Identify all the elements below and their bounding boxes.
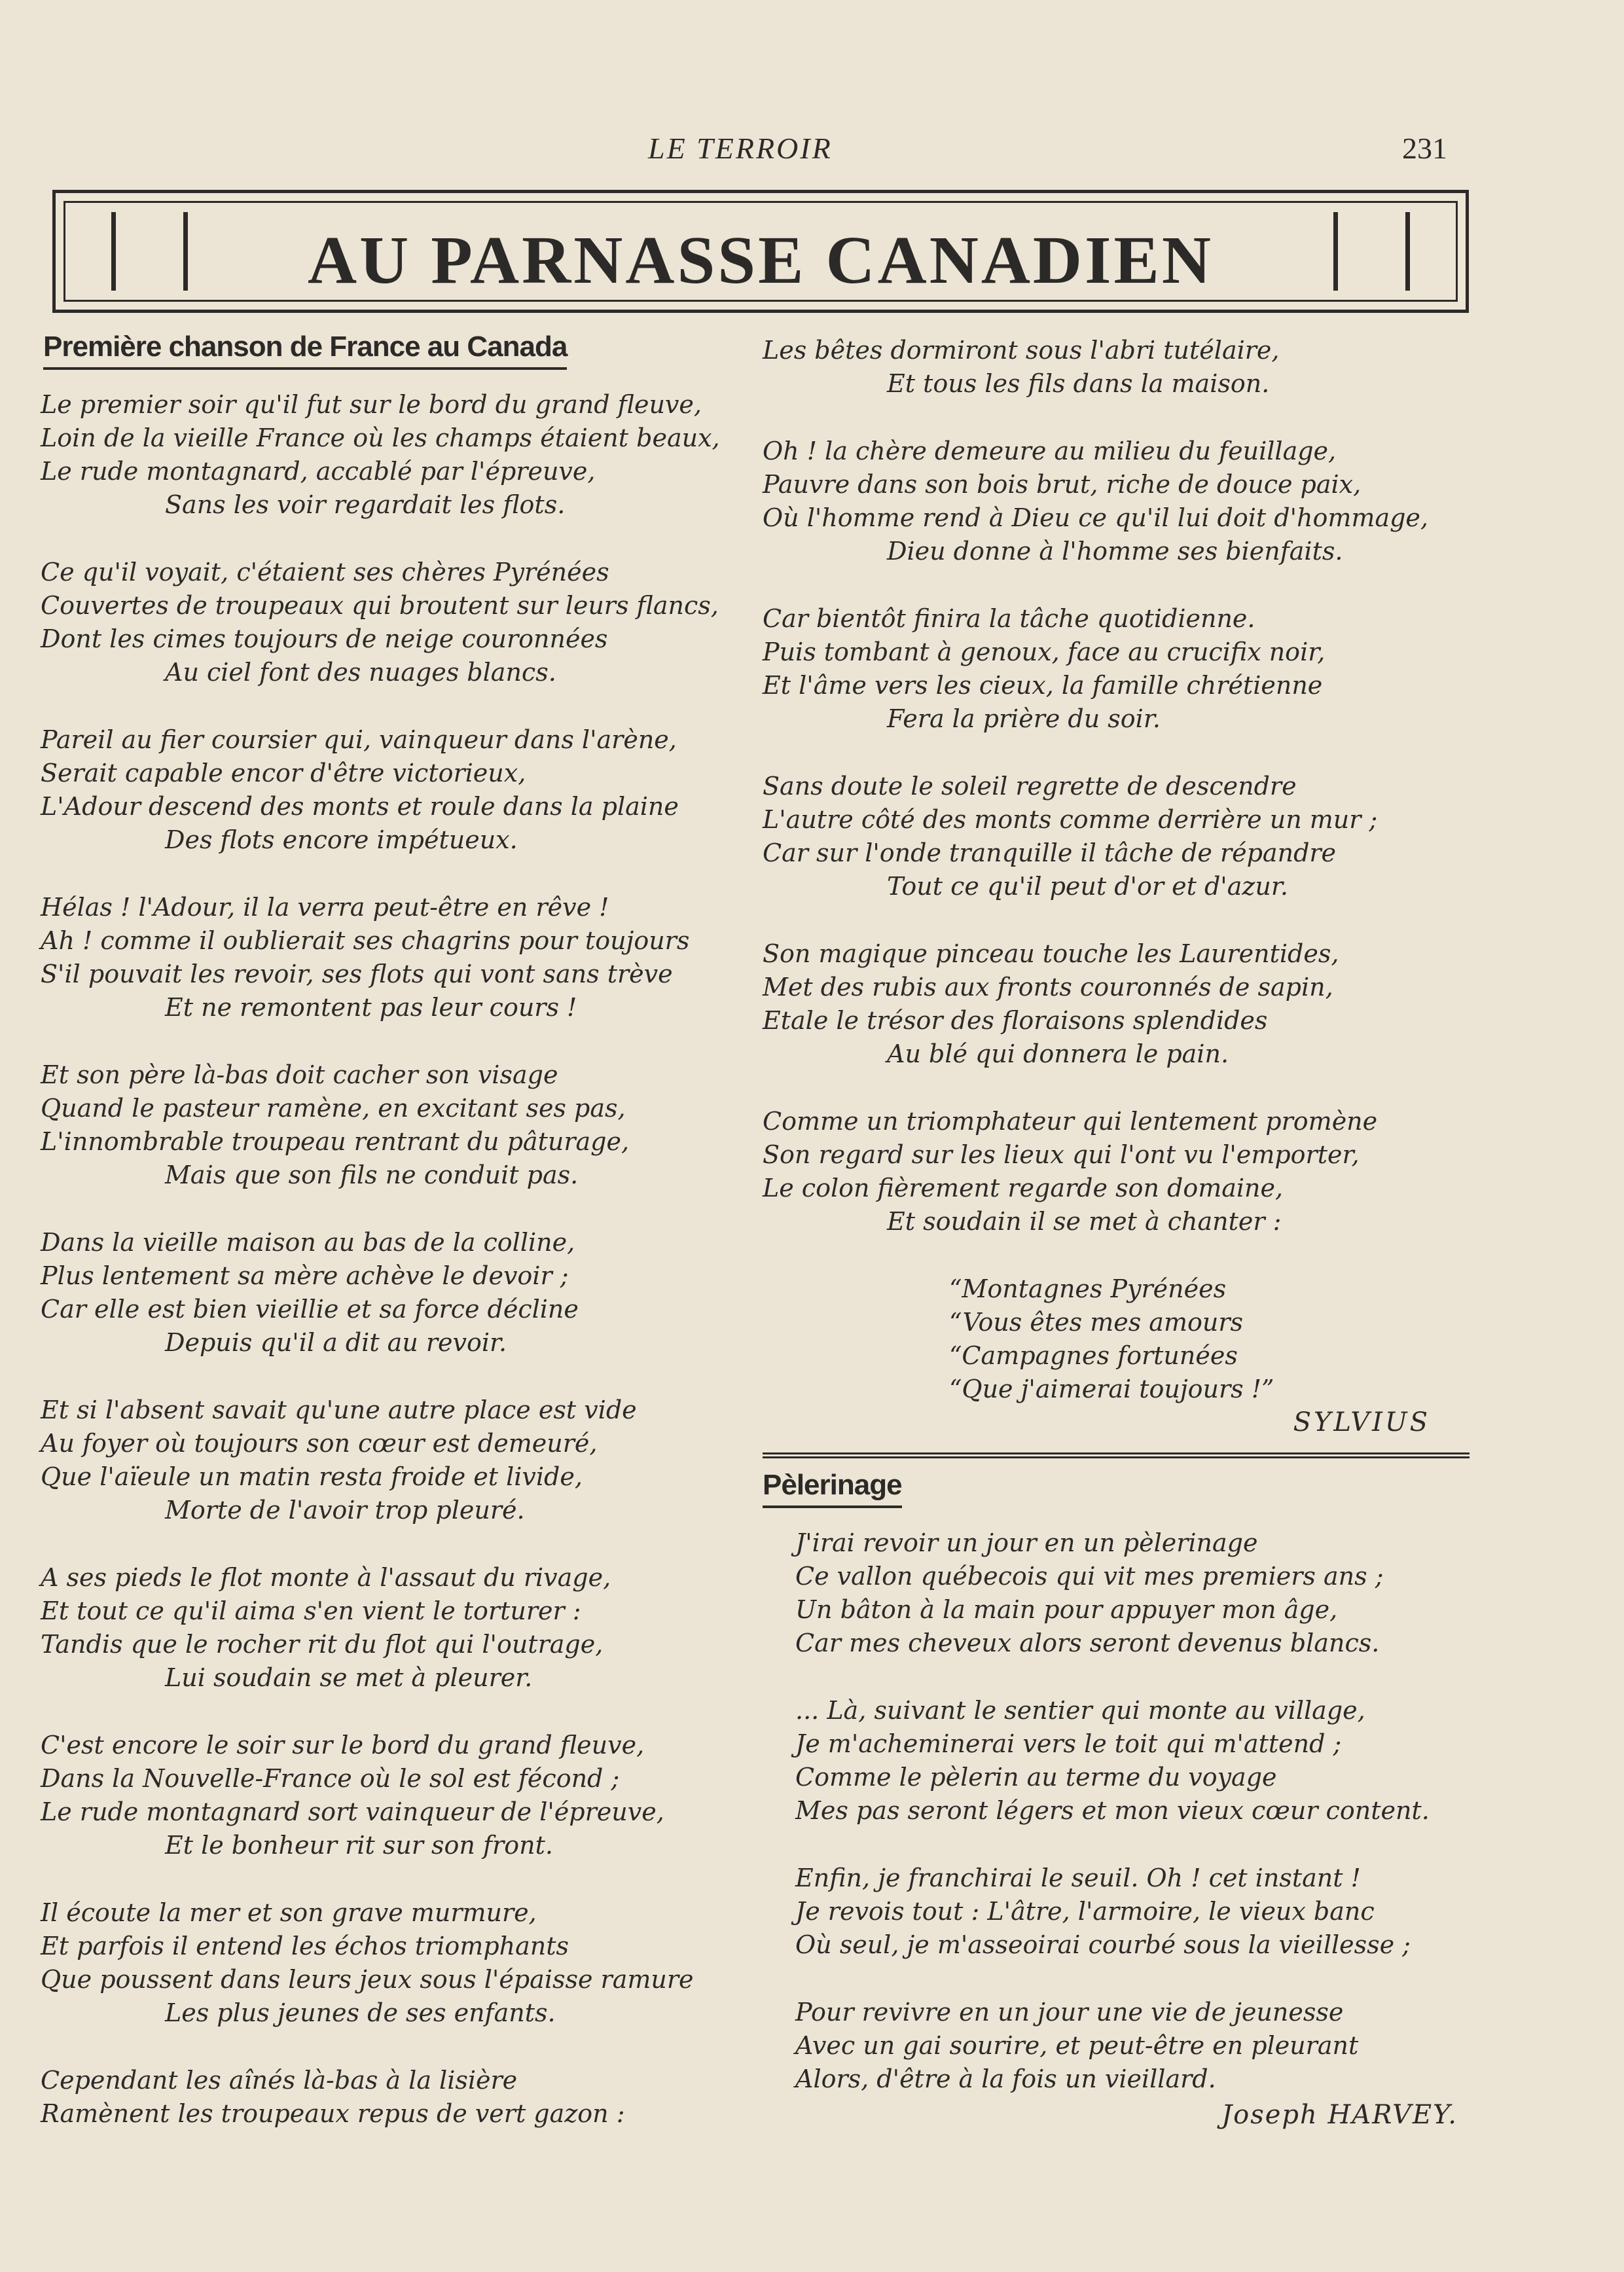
verse-line: L'Adour descend des monts et roule dans la plaine	[41, 792, 679, 821]
verse-line: Car elle est bien vieillie et sa force décline	[41, 1295, 579, 1324]
verse-line: Loin de la vieille France où les champs étaient beaux,	[41, 424, 720, 452]
verse-line: Sans doute le soleil regrette de descendre	[763, 772, 1297, 801]
stanza	[41, 1729, 748, 1862]
song-line: “Vous êtes mes amours	[949, 1308, 1244, 1337]
poem1-title: Première chanson de France au Canada	[43, 331, 567, 370]
verse-line: Puis tombant à genoux, face au crucifix noir,	[763, 638, 1326, 666]
verse-line: Depuis qu'il a dit au revoir.	[165, 1328, 507, 1357]
verse-line: Ce qu'il voyait, c'étaient ses chères Pyrénées	[41, 558, 609, 586]
poem2-title: Pèlerinage	[763, 1469, 902, 1508]
stanza	[41, 556, 748, 689]
poem1-right-stanzas	[763, 334, 1470, 1238]
verse-line: Avec un gai sourire, et peut-être en pleurant	[795, 2031, 1359, 2060]
verse-line: Dans la Nouvelle-France où le sol est fécond ;	[41, 1764, 620, 1793]
verse-line: Pour revivre en un jour une vie de jeunesse	[795, 1998, 1344, 2027]
stanza	[41, 1394, 748, 1527]
verse-line: Etale le trésor des floraisons splendides	[763, 1006, 1268, 1035]
verse-line: Alors, d'être à la fois un vieillard.	[795, 2065, 1216, 2093]
verse-line: Son magique pinceau touche les Laurentides,	[763, 939, 1339, 968]
verse-line: Que l'aïeule un matin resta froide et livide,	[41, 1462, 583, 1491]
left-column	[41, 331, 748, 2165]
stanza	[41, 1561, 748, 1695]
verse-line: Ramènent les troupeaux repus de vert gazon :	[41, 2099, 625, 2128]
verse-line: Oh ! la chère demeure au milieu du feuillage,	[763, 437, 1337, 465]
verse-line: Car sur l'onde tranquille il tâche de répandre	[763, 838, 1337, 867]
verse-line: Et soudain il se met à chanter :	[887, 1207, 1282, 1236]
verse-line: Ce vallon québecois qui vit mes premiers ans ;	[795, 1562, 1384, 1591]
verse-line: Serait capable encor d'être victorieux,	[41, 759, 526, 787]
verse-line: Et tous les fils dans la maison.	[887, 369, 1270, 398]
verse-line: Morte de l'avoir trop pleuré.	[165, 1496, 525, 1524]
stanza	[763, 1105, 1470, 1238]
verse-line: Car bientôt finira la tâche quotidienne.	[763, 604, 1255, 633]
verse-line: Pareil au fier coursier qui, vainqueur dans l'arène,	[41, 725, 677, 754]
title-banner	[52, 190, 1469, 313]
banner-inner-frame	[63, 201, 1458, 302]
verse-line: Met des rubis aux fronts couronnés de sapin,	[763, 973, 1333, 1001]
verse-line: Je revois tout : L'âtre, l'armoire, le vieux banc	[795, 1897, 1375, 1926]
poem1-left-stanzas	[41, 388, 748, 2131]
stanza	[41, 2064, 748, 2131]
section-divider	[763, 1452, 1470, 1458]
verse-line: A ses pieds le flot monte à l'assaut du rivage,	[41, 1563, 611, 1592]
verse-line: Mais que son fils ne conduit pas.	[165, 1161, 579, 1189]
song-line: “Montagnes Pyrénées	[949, 1274, 1227, 1303]
verse-line: Comme le pèlerin au terme du voyage	[795, 1763, 1277, 1792]
stanza	[763, 1694, 1470, 1828]
verse-line: Les bêtes dormiront sous l'abri tutélaire,	[763, 336, 1280, 365]
verse-line: Comme un triomphateur qui lentement promène	[763, 1107, 1378, 1136]
verse-line: Et tout ce qu'il aima s'en vient le torturer :	[41, 1596, 581, 1625]
verse-line: Enfin, je franchirai le seuil. Oh ! cet instant !	[795, 1864, 1361, 1892]
stanza	[41, 891, 748, 1024]
stanza	[41, 723, 748, 857]
verse-line: Mes pas seront légers et mon vieux cœur content.	[795, 1796, 1430, 1825]
poem2-stanzas	[763, 1526, 1470, 2096]
stanza	[763, 602, 1470, 736]
stanza	[763, 1862, 1470, 1962]
verse-line: Ah ! comme il oublierait ses chagrins pour toujours	[41, 926, 690, 955]
song-line: “Que j'aimerai toujours !”	[949, 1375, 1274, 1403]
stanza	[763, 1996, 1470, 2096]
verse-line: ... Là, suivant le sentier qui monte au village,	[795, 1696, 1365, 1725]
verse-line: S'il pouvait les revoir, ses flots qui vont sans trève	[41, 960, 673, 988]
verse-line: Où l'homme rend à Dieu ce qu'il lui doit d'hommage,	[763, 503, 1429, 532]
verse-line: Hélas ! l'Adour, il la verra peut-être en rêve !	[41, 893, 609, 922]
verse-line: Au ciel font des nuages blancs.	[165, 658, 556, 687]
verse-line: Plus lentement sa mère achève le devoir ;	[41, 1261, 569, 1290]
stanza	[763, 435, 1470, 568]
stanza	[763, 937, 1470, 1071]
verse-line: J'irai revoir un jour en un pèlerinage	[795, 1528, 1258, 1557]
verse-line: Je m'acheminerai vers le toit qui m'attend ;	[795, 1729, 1342, 1758]
verse-line: Dont les cimes toujours de neige couronnées	[41, 624, 608, 653]
verse-line: Un bâton à la main pour appuyer mon âge,	[795, 1595, 1338, 1624]
poem1-song	[763, 1272, 1470, 1406]
verse-line: Des flots encore impétueux.	[165, 825, 518, 854]
verse-line: Le rude montagnard, accablé par l'épreuve,	[41, 457, 596, 486]
verse-line: Et si l'absent savait qu'une autre place est vide	[41, 1396, 637, 1424]
verse-line: Il écoute la mer et son grave murmure,	[41, 1898, 537, 1927]
verse-line: Car mes cheveux alors seront devenus blancs.	[795, 1629, 1380, 1657]
verse-line: Couvertes de troupeaux qui broutent sur leurs flancs,	[41, 591, 719, 620]
right-column	[763, 334, 1470, 2132]
poem2-author: Joseph HARVEY.	[1221, 2100, 1458, 2130]
banner-title: AU PARNASSE CANADIEN	[308, 223, 1214, 298]
verse-line: Tandis que le rocher rit du flot qui l'outrage,	[41, 1630, 604, 1659]
stanza	[763, 1526, 1470, 1660]
page-number: 231	[1402, 132, 1447, 165]
verse-line: Au foyer où toujours son cœur est demeuré,	[41, 1429, 598, 1458]
verse-line: Lui soudain se met à pleurer.	[165, 1663, 533, 1692]
verse-line: Où seul, je m'asseoirai courbé sous la vieillesse ;	[795, 1930, 1411, 1959]
stanza	[41, 1226, 748, 1360]
verse-line: Les plus jeunes de ses enfants.	[165, 1998, 556, 2027]
verse-line: L'innombrable troupeau rentrant du pâturage,	[41, 1127, 630, 1156]
verse-line: Et le bonheur rit sur son front.	[165, 1831, 553, 1860]
song-line: “Campagnes fortunées	[949, 1341, 1238, 1370]
stanza	[41, 1058, 748, 1192]
stanza	[763, 334, 1470, 401]
verse-line: Pauvre dans son bois brut, riche de douce paix,	[763, 470, 1362, 499]
verse-line: Dans la vieille maison au bas de la colline,	[41, 1228, 575, 1257]
verse-line: L'autre côté des monts comme derrière un mur ;	[763, 805, 1378, 834]
verse-line: Sans les voir regardait les flots.	[165, 490, 566, 519]
verse-line: Tout ce qu'il peut d'or et d'azur.	[887, 872, 1288, 901]
verse-line: Quand le pasteur ramène, en excitant ses pas,	[41, 1094, 626, 1123]
stanza	[763, 770, 1470, 903]
verse-line: Que poussent dans leurs jeux sous l'épaisse ramure	[41, 1965, 694, 1994]
verse-line: Et parfois il entend les échos triomphants	[41, 1932, 569, 1960]
verse-line: Et l'âme vers les cieux, la famille chrétienne	[763, 671, 1323, 700]
verse-line: Et son père là-bas doit cacher son visage	[41, 1060, 558, 1089]
verse-line: Et ne remontent pas leur cours !	[165, 993, 577, 1022]
stanza	[41, 388, 748, 522]
verse-line: Au blé qui donnera le pain.	[887, 1039, 1229, 1068]
verse-line: C'est encore le soir sur le bord du grand fleuve,	[41, 1731, 645, 1759]
poem1-author: SYLVIUS	[1293, 1407, 1430, 1437]
verse-line: Le rude montagnard sort vainqueur de l'épreuve,	[41, 1797, 664, 1826]
running-title: LE TERROIR	[648, 132, 833, 165]
verse-line: Dieu donne à l'homme ses bienfaits.	[887, 537, 1343, 566]
verse-line: Le premier soir qu'il fut sur le bord du grand fleuve,	[41, 390, 702, 419]
verse-line: Fera la prière du soir.	[887, 704, 1161, 733]
verse-line: Cependant les aînés là-bas à la lisière	[41, 2066, 518, 2095]
stanza	[41, 1896, 748, 2030]
verse-line: Le colon fièrement regarde son domaine,	[763, 1174, 1284, 1202]
verse-line: Son regard sur les lieux qui l'ont vu l'emporter,	[763, 1140, 1360, 1169]
